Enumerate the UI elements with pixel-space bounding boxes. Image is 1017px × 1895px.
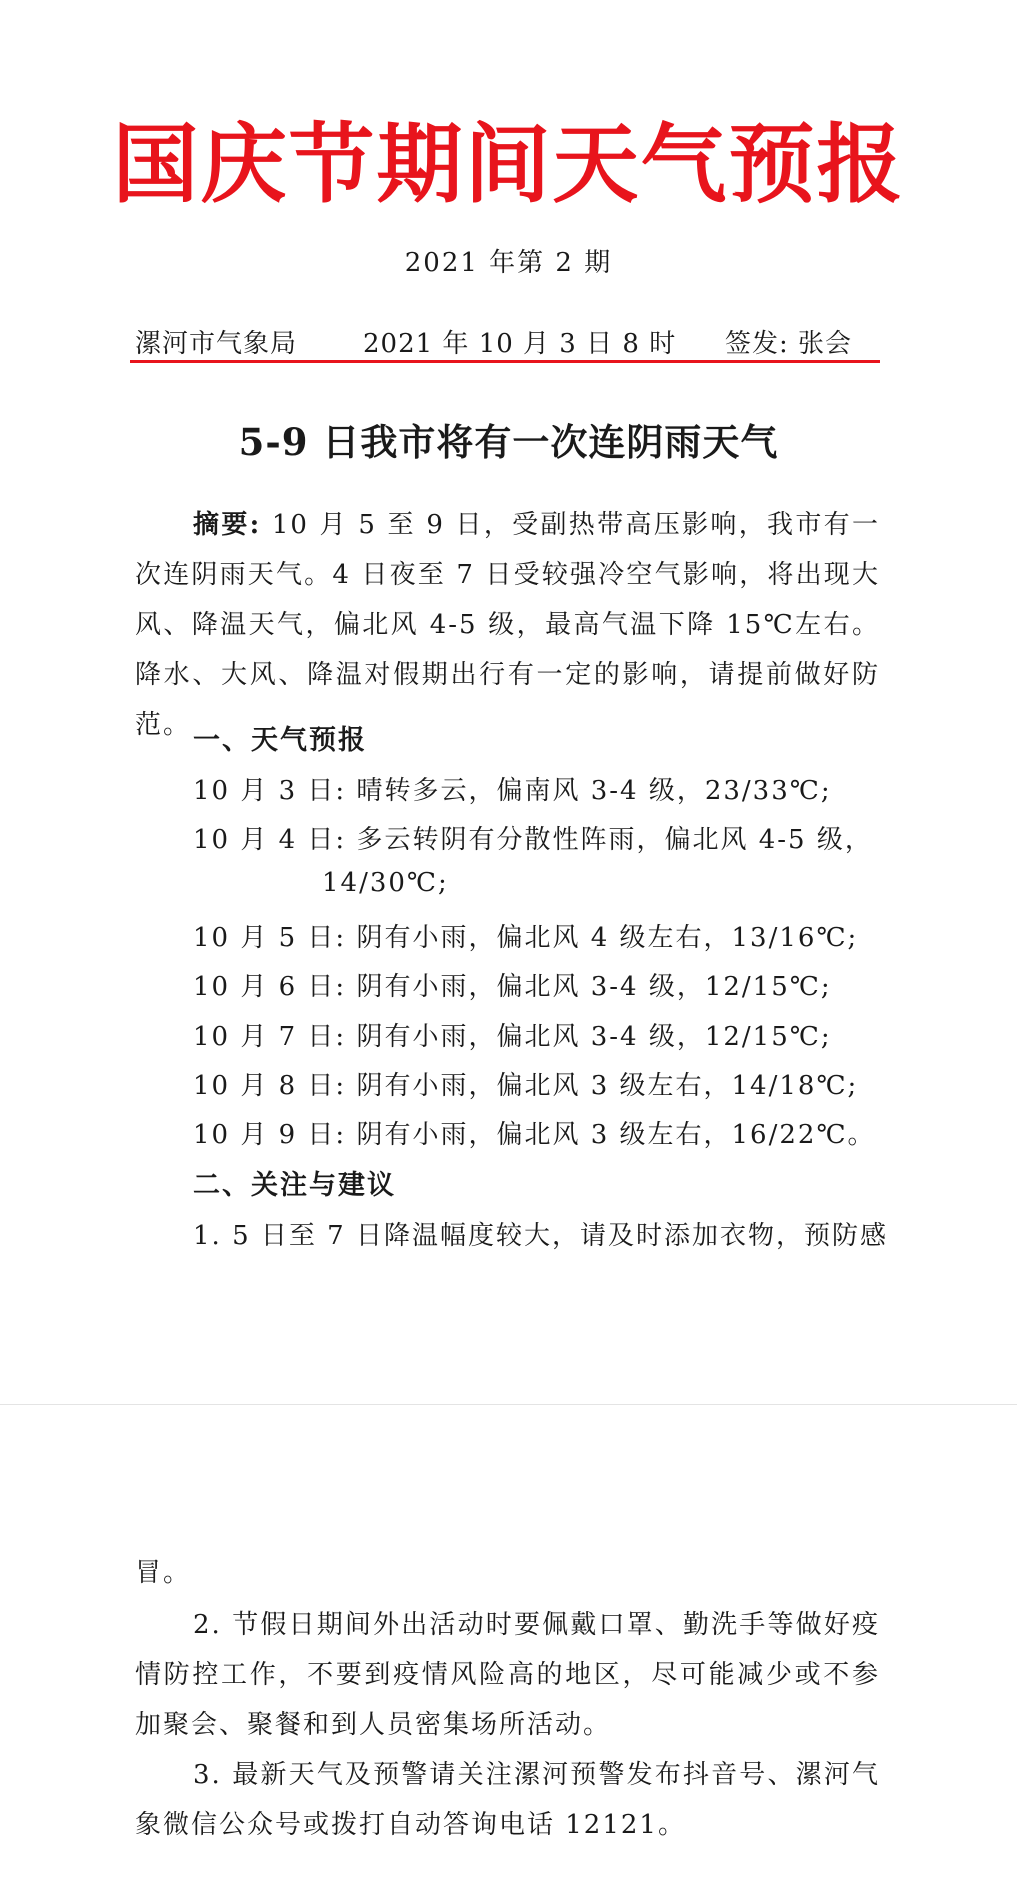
forecast-line: 10 月 8 日: 阴有小雨，偏北风 3 级左右，14/18℃; bbox=[193, 1071, 859, 1101]
forecast-line: 10 月 5 日: 阴有小雨，偏北风 4 级左右，13/16℃; bbox=[193, 923, 859, 953]
advice-item-2: 2. 节假日期间外出活动时要佩戴口罩、勤洗手等做好疫情防控工作，不要到疫情风险高的地区，尽可能减少或不参加聚会、聚餐和到人员密集场所活动。 bbox=[135, 1610, 880, 1740]
abstract-paragraph bbox=[135, 500, 880, 750]
document-title: 国庆节期间天气预报 bbox=[112, 115, 905, 215]
issue-number: 2021 年第 2 期 bbox=[404, 248, 613, 278]
page-break-divider bbox=[0, 1404, 1017, 1405]
forecast-line: 10 月 6 日: 阴有小雨，偏北风 3-4 级，12/15℃; bbox=[193, 972, 832, 1002]
abstract-text: 10 月 5 至 9 日，受副热带高压影响，我市有一次连阴雨天气。4 日夜至 7 日受较强冷空气影响，将出现大风、降温天气，偏北风 4-5 级，最高气温下降 15℃左右。降水、大风、降温对假期出行有一定的影响，请提前做好防范。 bbox=[135, 510, 880, 740]
advice-item-1-part2: 冒。 bbox=[135, 1558, 192, 1588]
issuer-row bbox=[135, 323, 880, 359]
red-divider bbox=[130, 360, 880, 363]
advice-item-3: 3. 最新天气及预警请关注漯河预警发布抖音号、漯河气象微信公众号或拨打自动答询电话 12121。 bbox=[135, 1760, 880, 1840]
issue-datetime: 2021 年 10 月 3 日 8 时 bbox=[363, 329, 677, 359]
headline: 5-9 日我市将有一次连阴雨天气 bbox=[238, 420, 779, 464]
advice-item-1-part1: 1. 5 日至 7 日降温幅度较大，请及时添加衣物，预防感 bbox=[193, 1221, 888, 1251]
forecast-line-continuation: 14/30℃; bbox=[322, 868, 449, 898]
forecast-line: 10 月 9 日: 阴有小雨，偏北风 3 级左右，16/22℃。 bbox=[193, 1120, 876, 1150]
section-heading-advice: 二、关注与建议 bbox=[193, 1170, 396, 1201]
section-heading-forecast: 一、天气预报 bbox=[193, 725, 367, 756]
forecast-line: 10 月 4 日: 多云转阴有分散性阵雨，偏北风 4-5 级， bbox=[193, 825, 873, 855]
signer: 签发: 张会 bbox=[725, 329, 853, 359]
forecast-line: 10 月 7 日: 阴有小雨，偏北风 3-4 级，12/15℃; bbox=[193, 1022, 832, 1052]
forecast-line: 10 月 3 日: 晴转多云，偏南风 3-4 级，23/33℃; bbox=[193, 776, 832, 806]
abstract-label: 摘要: bbox=[193, 510, 262, 540]
issuing-organization: 漯河市气象局 bbox=[135, 329, 298, 359]
